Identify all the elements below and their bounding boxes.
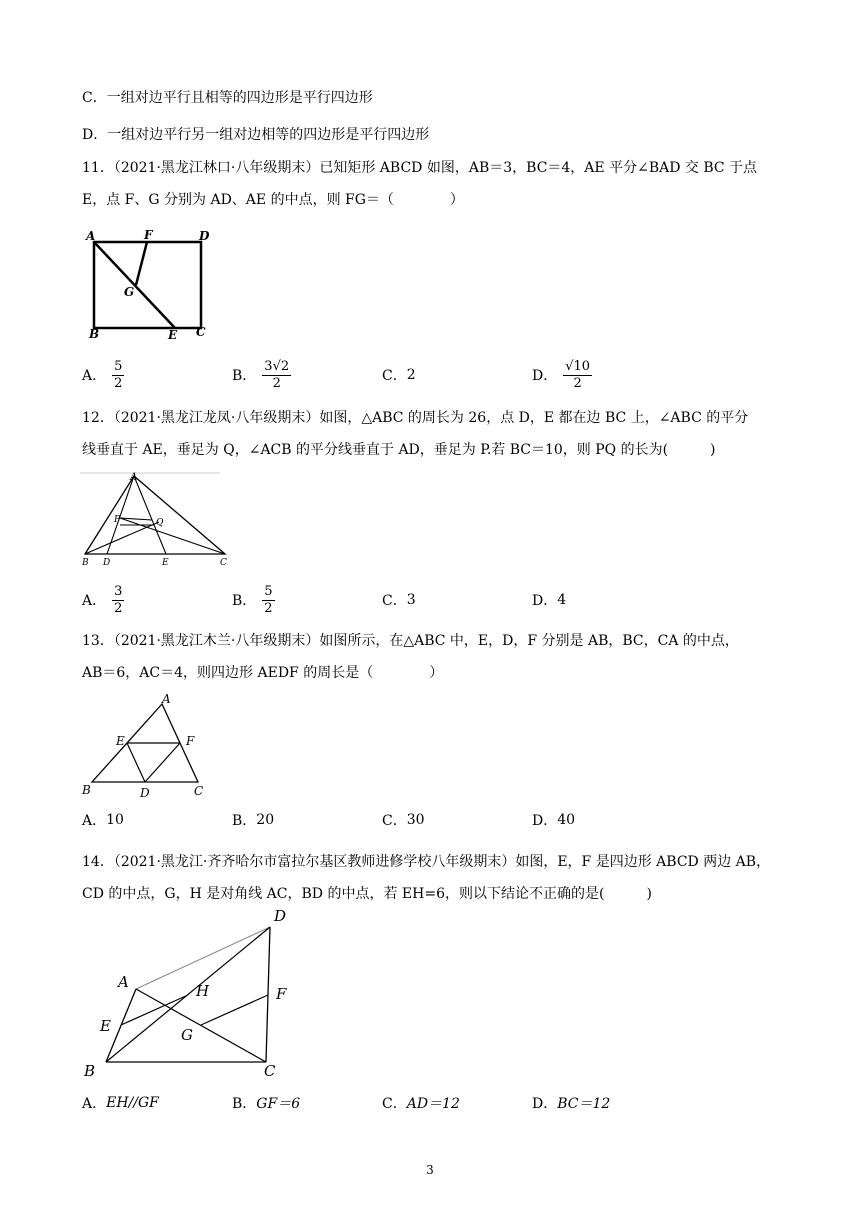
q11-choice-c[interactable]: C． 2 — [382, 367, 416, 384]
q13-choices — [82, 798, 782, 842]
q13-choice-b[interactable]: B． 20 — [232, 812, 275, 829]
q14-label-g: G — [181, 1026, 193, 1044]
q14-label-d: D — [274, 907, 287, 925]
q14-label-c: C — [264, 1062, 276, 1080]
option-c-text: C．一组对边平行且相等的四边形是平行四边形 — [82, 90, 373, 106]
page-number: 3 — [426, 1163, 434, 1177]
q11-stem-line1: 11．（2021·黑龙江林口·八年级期末）已知矩形 ABCD 如图，AB＝3，BC＝4，AE 平分∠BAD 交 BC 于点 — [82, 160, 758, 176]
q11-choice-b[interactable]: B． $\frac{3√2}{2}$ — [232, 358, 290, 391]
q12-label-b: B — [82, 558, 89, 568]
q12-label-q: Q — [156, 518, 164, 528]
q14-label-e: E — [100, 1017, 111, 1035]
q13-label-e: E — [116, 734, 125, 748]
q11-label-g: G — [124, 285, 135, 299]
q11-label-f: F — [144, 228, 153, 242]
q14-choice-a[interactable]: A． EH//GF — [82, 1095, 159, 1112]
q12-label-a: A — [130, 472, 138, 483]
q14-label-h: H — [196, 982, 210, 1000]
q13-label-f: F — [186, 734, 195, 748]
q14-choice-d[interactable]: D． BC＝12 — [532, 1096, 611, 1112]
q13-choice-d[interactable]: D． 40 — [532, 812, 576, 829]
q12-figure — [80, 470, 230, 570]
option-d-text: D．一组对边平行另一组对边相等的四边形是平行四边形 — [82, 127, 430, 143]
q14-label-b: B — [84, 1062, 96, 1080]
q13-stem-line2: AB＝6，AC＝4，则四边形 AEDF 的周长是（ ） — [82, 665, 444, 681]
q12-choice-b[interactable]: B． $\frac{5}{2}$ — [232, 583, 273, 616]
q11-choices — [82, 353, 782, 397]
q13-stem-line1: 13．（2021·黑龙江木兰·八年级期末）如图所示，在△ABC 中，E，D，F 分别是 AB，BC，CA 的中点， — [82, 633, 739, 649]
q13-label-a: A — [162, 692, 171, 706]
q12-label-p: P — [114, 515, 121, 525]
q14-stem-line2: CD 的中点，G，H 是对角线 AC，BD 的中点，若 EH=6，则以下结论不正确的是( ) — [82, 886, 652, 902]
q12-stem-line1: 12．（2021·黑龙江龙凤·八年级期末）如图，△ABC 的周长为 26，点 D，E 都在边 BC 上，∠ABC 的平分 — [82, 410, 749, 426]
q11-choice-a[interactable]: A． $\frac{5}{2}$ — [82, 358, 123, 391]
q14-figure — [78, 905, 298, 1080]
q11-label-b: B — [89, 327, 100, 341]
q11-choice-d[interactable]: D． $\frac{√10}{2}$ — [532, 358, 591, 391]
q11-label-d: D — [199, 229, 210, 243]
q14-label-f: F — [276, 985, 287, 1003]
q12-choices — [82, 578, 782, 622]
q14-label-a: A — [118, 973, 129, 991]
q12-choice-d[interactable]: D． 4 — [532, 592, 567, 609]
q12-label-e: E — [162, 558, 169, 568]
q11-figure — [84, 226, 224, 344]
q14-stem-line1: 14．（2021·黑龙江·齐齐哈尔市富拉尔基区教师进修学校八年级期末）如图，E，F 是四边形 ABCD 两边 AB， — [82, 854, 771, 870]
q13-choice-c[interactable]: C． 30 — [382, 812, 425, 829]
q11-stem-line2: E，点 F、G 分别为 AD、AE 的中点，则 FG＝（ ） — [82, 192, 464, 208]
q13-choice-a[interactable]: A． 10 — [82, 812, 124, 829]
q13-label-b: B — [82, 783, 91, 797]
q13-label-d: D — [140, 786, 150, 800]
q12-stem-line2: 线垂直于 AE，垂足为 Q，∠ACB 的平分线垂直于 AD，垂足为 P.若 BC＝10，则 PQ 的长为( ) — [82, 442, 716, 458]
q11-label-c: C — [196, 325, 206, 339]
q14-choice-c[interactable]: C． AD＝12 — [382, 1096, 460, 1112]
q14-choice-b[interactable]: B． GF＝6 — [232, 1096, 301, 1112]
q12-choice-c[interactable]: C． 3 — [382, 592, 416, 609]
q12-label-d: D — [103, 558, 111, 568]
q12-label-c: C — [220, 558, 227, 568]
q13-label-c: C — [194, 784, 204, 798]
q13-figure — [80, 692, 210, 802]
q11-label-e: E — [168, 328, 178, 342]
q12-choice-a[interactable]: A． $\frac{3}{2}$ — [82, 583, 123, 616]
q11-label-a: A — [86, 229, 96, 243]
q14-choices — [82, 1081, 782, 1125]
